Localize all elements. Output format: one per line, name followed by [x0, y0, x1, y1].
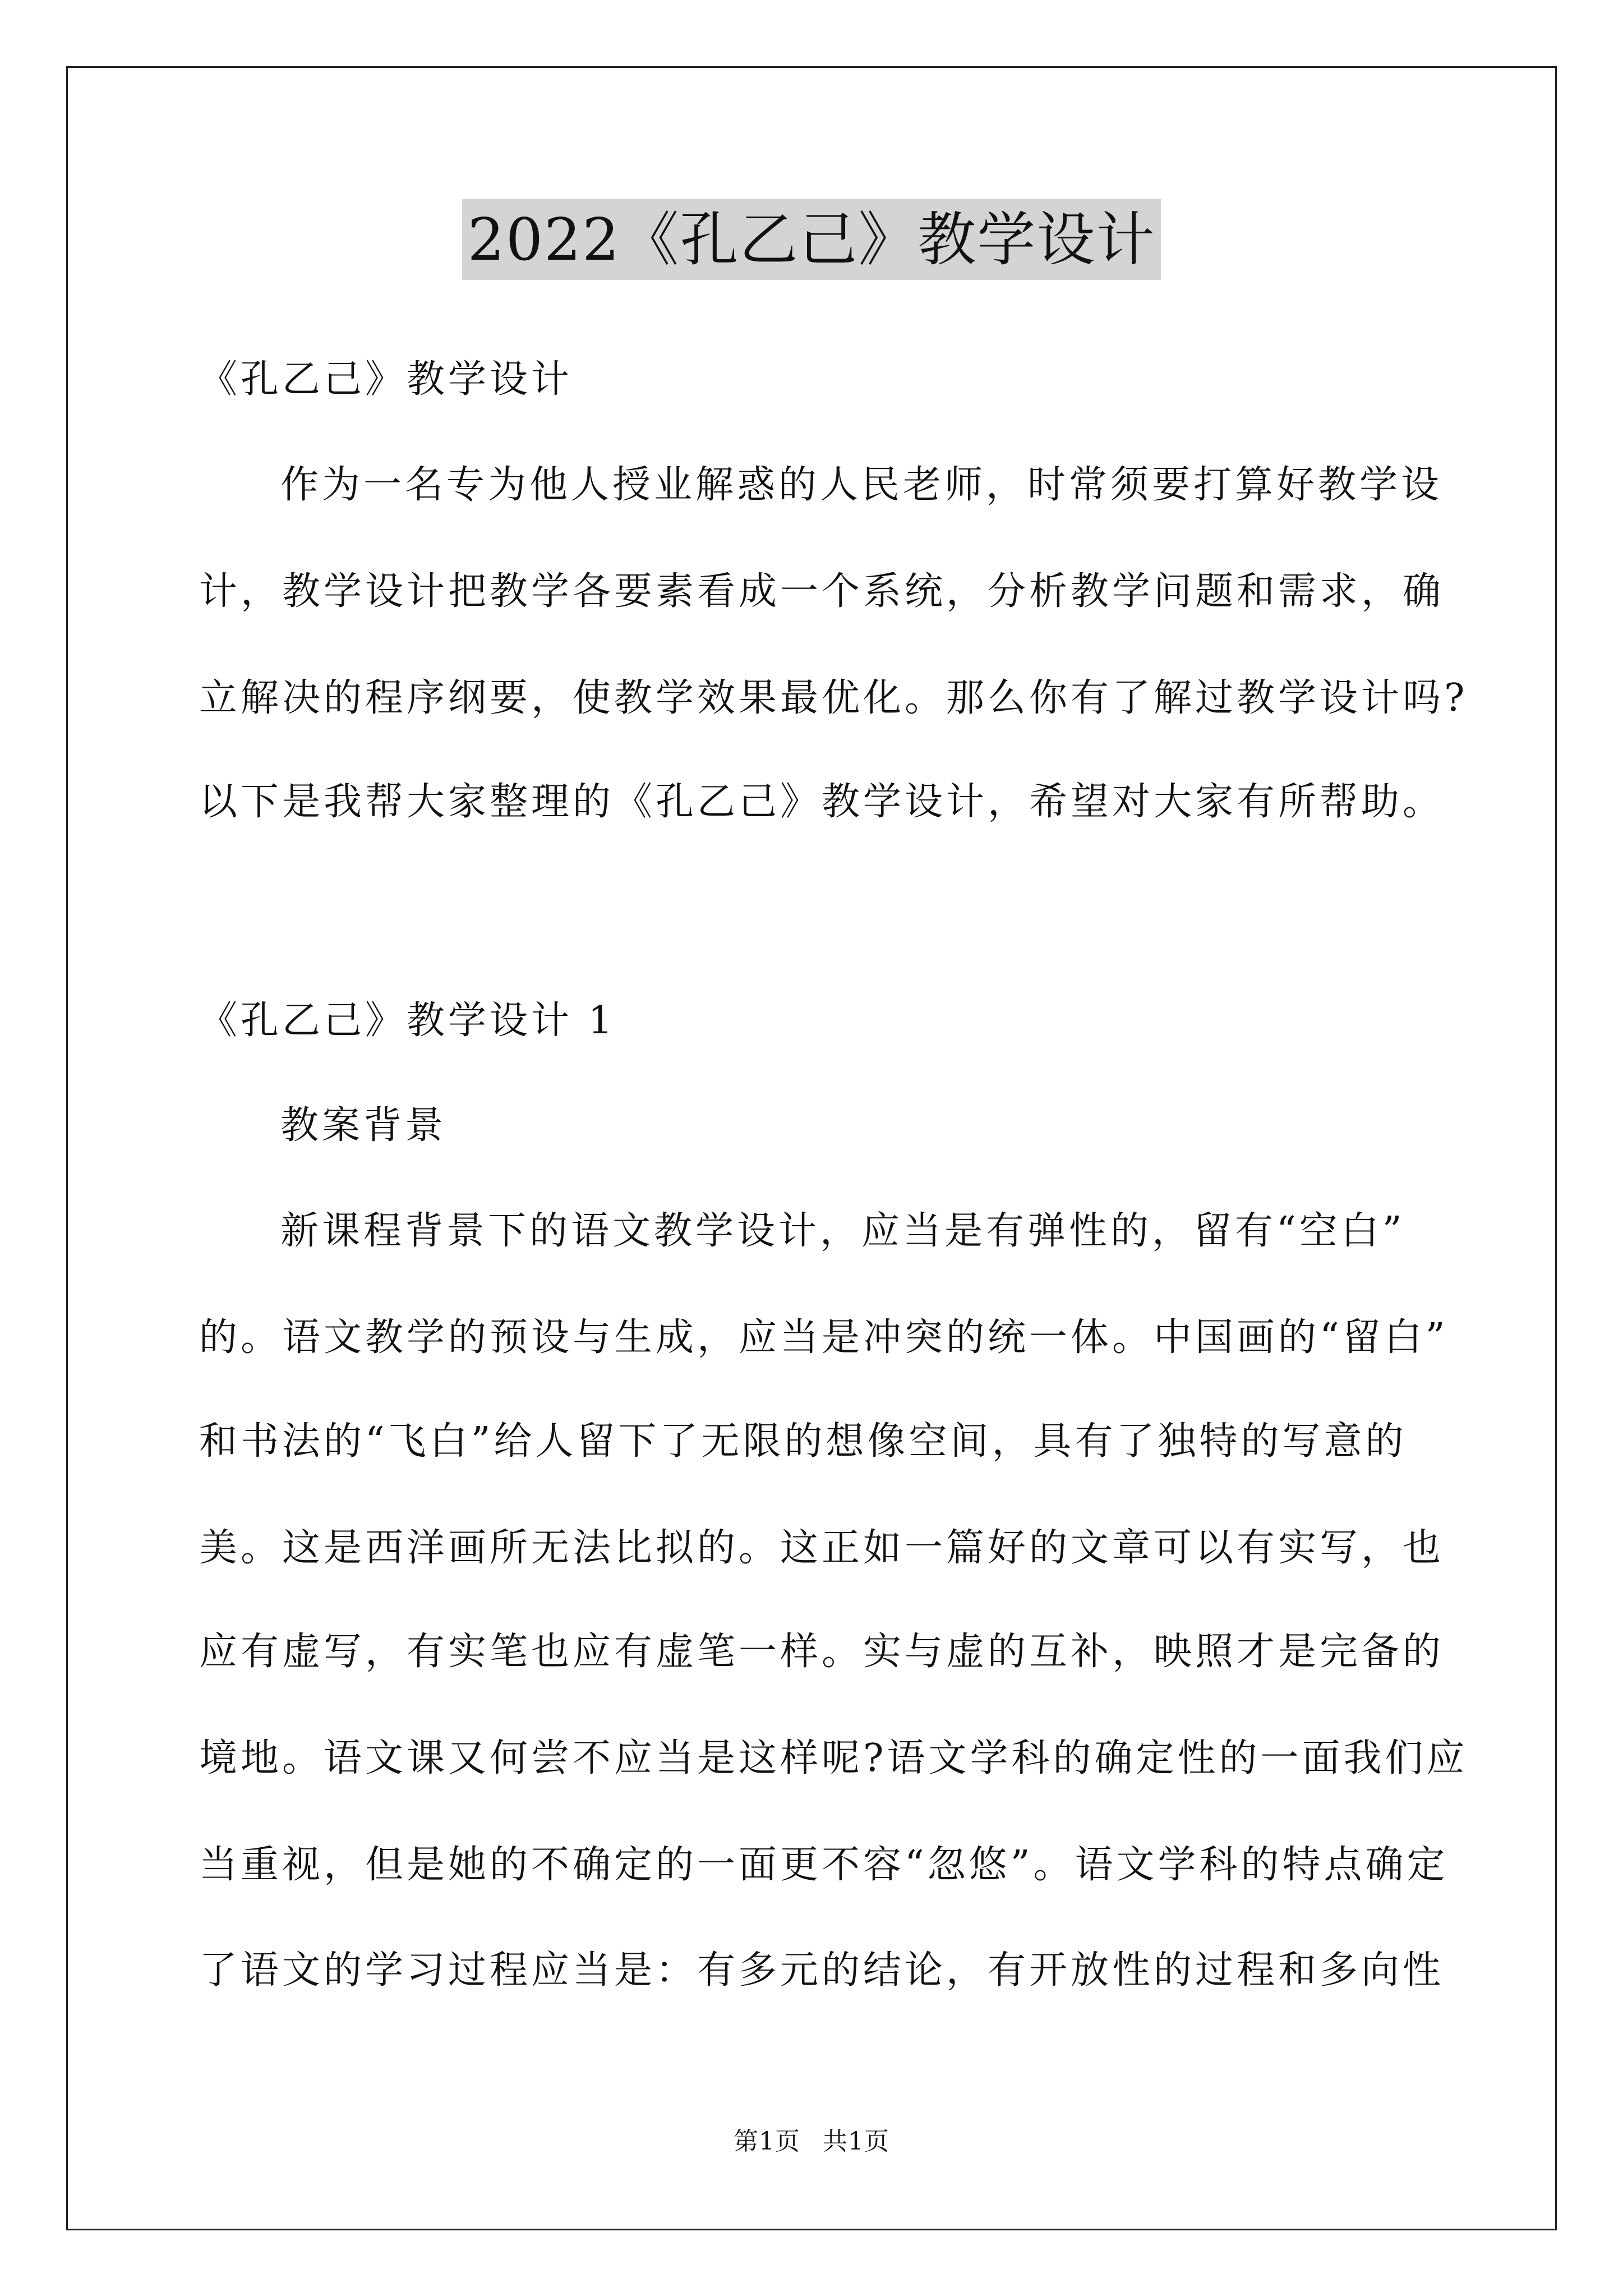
- page-number: 第1页: [734, 2127, 800, 2156]
- document-title: 2022《孔乙己》教学设计: [462, 199, 1161, 280]
- page-total: 共1页: [823, 2127, 889, 2156]
- body-line-1: 新课程背景下的语文教学设计，应当是有弹性的，留有“空白”: [280, 1209, 1405, 1253]
- intro-line-2: 计，教学设计把教学各要素看成一个系统，分析教学问题和需求，确: [199, 569, 1445, 614]
- intro-line-1: 作为一名专为他人授业解惑的人民老师，时常须要打算好教学设: [280, 463, 1443, 507]
- body-line-3: 和书法的“飞白”给人留下了无限的想像空间，具有了独特的写意的: [199, 1419, 1407, 1464]
- intro-line-4: 以下是我帮大家整理的《孔乙己》教学设计，希望对大家有所帮助。: [199, 780, 1445, 824]
- page-footer: [0, 2125, 1623, 2159]
- intro-line-3: 立解决的程序纲要，使教学效果最优化。那么你有了解过教学设计吗?: [199, 676, 1468, 720]
- body-line-4: 美。这是西洋画所无法比拟的。这正如一篇好的文章可以有实写，也: [199, 1526, 1445, 1570]
- section-heading: 《孔乙己》教学设计 1: [199, 999, 616, 1043]
- body-line-2: 的。语文教学的预设与生成，应当是冲突的统一体。中国画的“留白”: [199, 1315, 1449, 1360]
- title-container: [0, 199, 1623, 280]
- body-line-8: 了语文的学习过程应当是：有多元的结论，有开放性的过程和多向性: [199, 1948, 1445, 1993]
- body-line-7: 当重视，但是她的不确定的一面更不容“忽悠”。语文学科的特点确定: [199, 1843, 1449, 1887]
- document-subtitle: 《孔乙己》教学设计: [199, 357, 573, 402]
- body-line-5: 应有虚写，有实笔也应有虚笔一样。实与虚的互补，映照才是完备的: [199, 1630, 1445, 1674]
- subsection-heading: 教案背景: [280, 1103, 447, 1148]
- body-line-6: 境地。语文课又何尝不应当是这样呢?语文学科的确定性的一面我们应: [199, 1736, 1468, 1780]
